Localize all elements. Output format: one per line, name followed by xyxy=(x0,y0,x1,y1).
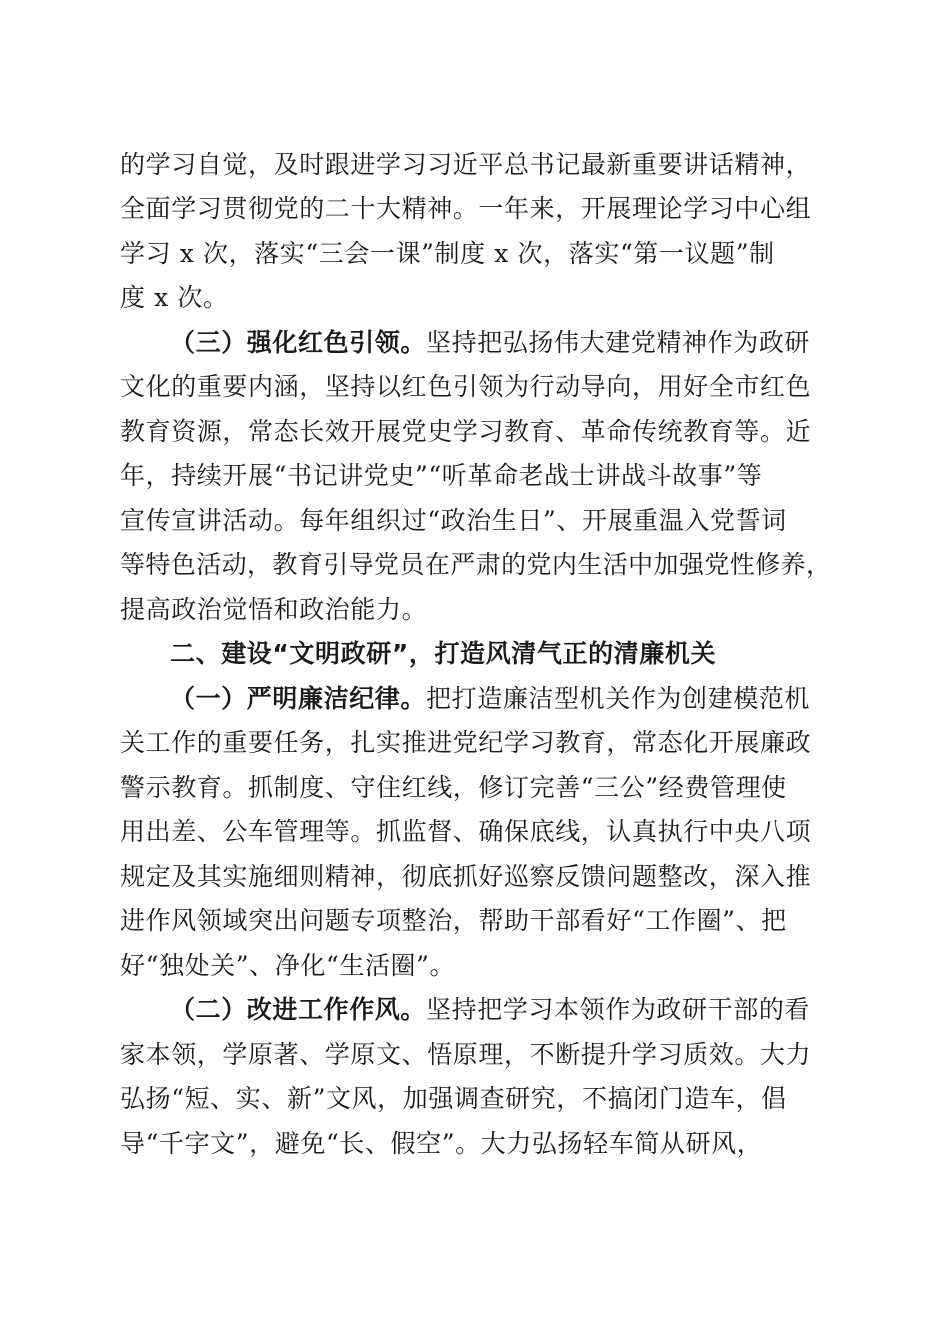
section-subheading: （二）改进工作作风。 xyxy=(170,995,427,1024)
text-line: 用出差、公车管理等。抓监督、确保底线，认真执行中央八项 xyxy=(120,817,812,846)
text-line: 警示教育。抓制度、守住红线，修订完善“三公”经费管理使 xyxy=(120,773,787,802)
paragraph-first-line: （二）改进工作作风。坚持把学习本领作为政研干部的看 xyxy=(170,995,811,1024)
text-line: 的学习自觉，及时跟进学习习近平总书记最新重要讲话精神， xyxy=(120,150,812,179)
text-line: 家本领，学原著、学原文、悟原理，不断提升学习质效。大力 xyxy=(120,1040,812,1069)
text-line: 等特色活动，教育引导党员在严肃的党内生活中加强党性修养， xyxy=(120,550,832,579)
text-line: 文化的重要内涵，坚持以红色引领为行动导向，用好全市红色 xyxy=(120,372,812,401)
text-line: 学习 x 次，落实“三会一课”制度 x 次，落实“第一议题”制 xyxy=(120,239,775,268)
text-line: 关工作的重要任务，扎实推进党纪学习教育，常态化开展廉政 xyxy=(120,728,812,757)
text-line: 度 x 次。 xyxy=(120,283,229,312)
paragraph-first-line: （一）严明廉洁纪律。把打造廉洁型机关作为创建模范机 xyxy=(170,684,811,713)
text-line: 好“独处关”、净化“生活圈”。 xyxy=(120,951,456,980)
text-line: 弘扬“短、实、新”文风，加强调查研究，不搞闭门造车，倡 xyxy=(120,1084,787,1113)
text-line: 全面学习贯彻党的二十大精神。一年来，开展理论学习中心组 xyxy=(120,194,812,223)
text-line: 教育资源，常态长效开展党史学习教育、革命传统教育等。近 xyxy=(120,417,812,446)
section-heading-line xyxy=(170,632,716,676)
paragraph-first-line: （三）强化红色引领。坚持把弘扬伟大建党精神作为政研 xyxy=(170,328,811,357)
text-line: 规定及其实施细则精神，彻底抓好巡察反馈问题整改，深入推 xyxy=(120,862,812,891)
section-subheading: （一）严明廉洁纪律。 xyxy=(170,684,427,713)
text-line: 年，持续开展“书记讲党史”“听革命老战士讲战斗故事”等 xyxy=(120,461,763,490)
text-line: 导“千字文”，避免“长、假空”。大力弘扬轻车简从研风， xyxy=(120,1129,763,1158)
text-line: 进作风领域突出问题专项整治，帮助干部看好“工作圈”、把 xyxy=(120,906,787,935)
section-subheading: （三）强化红色引领。 xyxy=(170,328,427,357)
text-line: 提高政治觉悟和政治能力。 xyxy=(120,595,428,624)
text-line: 宣传宣讲活动。每年组织过“政治生日”、开展重温入党誓词 xyxy=(120,506,787,535)
section-heading: 二、建设“文明政研”，打造风清气正的清廉机关 xyxy=(170,639,717,668)
